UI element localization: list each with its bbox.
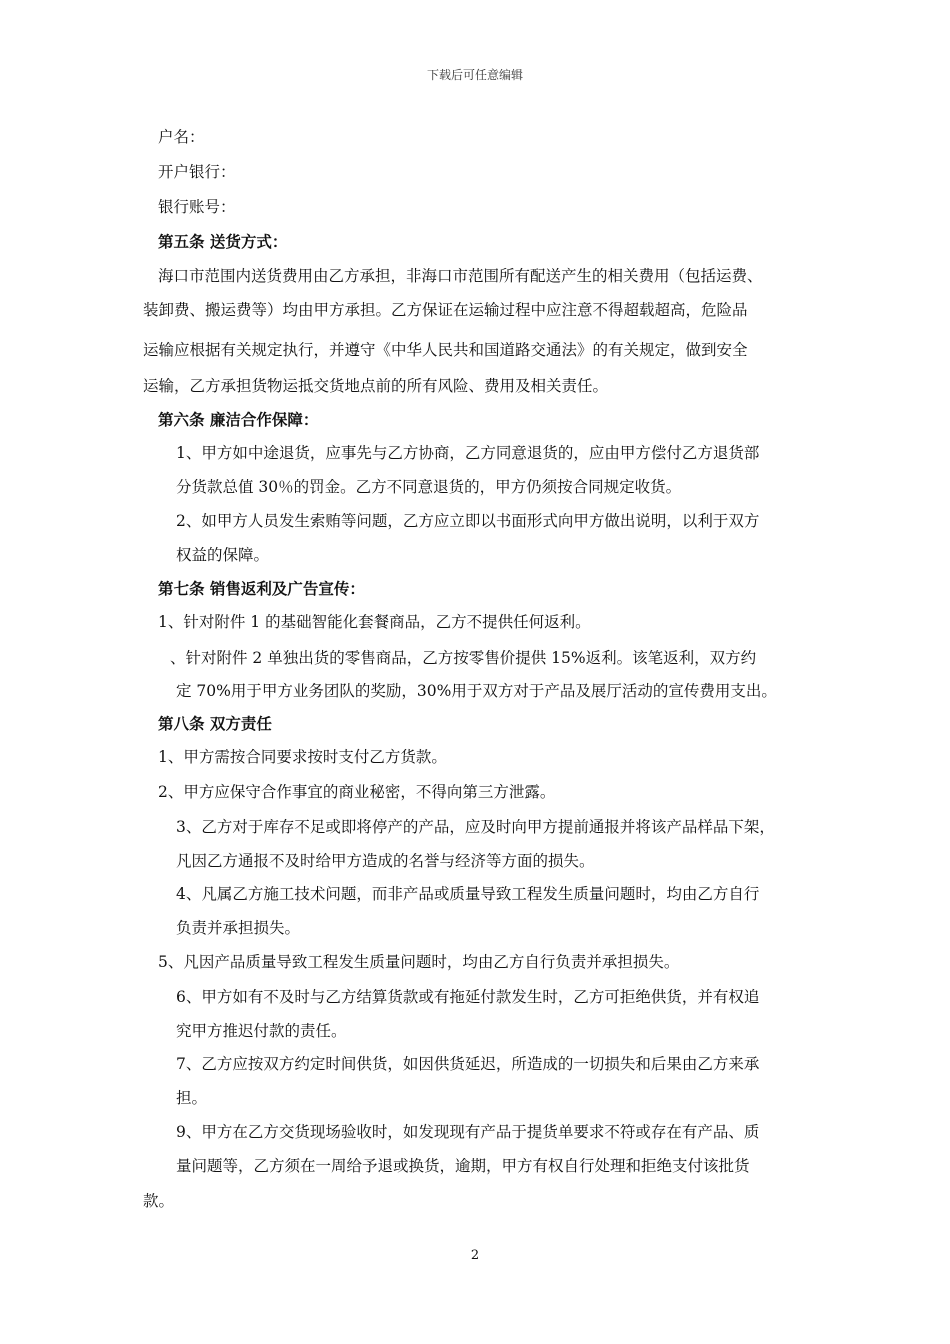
text-line: 3、乙方对于库存不足或即将停产的产品，应及时向甲方提前通报并将该产品样品下架， xyxy=(176,818,775,836)
text-line: 银行账号： xyxy=(158,198,236,216)
text-line: 6、甲方如有不及时与乙方结算货款或有拖延付款发生时，乙方可拒绝供货，并有权追 xyxy=(176,988,760,1006)
text-line: 4、凡属乙方施工技术问题，而非产品或质量导致工程发生质量问题时，均由乙方自行 xyxy=(176,885,760,903)
text-line: 开户银行： xyxy=(158,163,236,181)
text-line: 量问题等，乙方须在一周给予退或换货，逾期，甲方有权自行处理和拒绝支付该批货 xyxy=(176,1157,750,1175)
text-line: 担。 xyxy=(176,1089,208,1107)
text-line: 户名： xyxy=(158,128,205,146)
page-number: 2 xyxy=(470,1248,480,1263)
text-line: 1、甲方如中途退货，应事先与乙方协商，乙方同意退货的，应由甲方偿付乙方退货部 xyxy=(176,444,760,462)
text-line: 究甲方推迟付款的责任。 xyxy=(176,1022,347,1040)
section-heading: 第六条 廉洁合作保障： xyxy=(158,410,319,429)
text-line: 海口市范围内送货费用由乙方承担，非海口市范围所有配送产生的相关费用（包括运费、 xyxy=(158,267,763,285)
text-line: 装卸费、搬运费等）均由甲方承担。乙方保证在运输过程中应注意不得超载超高，危险品 xyxy=(143,301,748,319)
text-line: 1、甲方需按合同要求按时支付乙方货款。 xyxy=(158,748,447,766)
text-line: 9、甲方在乙方交货现场验收时，如发现现有产品于提货单要求不符或存在有产品、质 xyxy=(176,1123,760,1141)
text-line: 1、针对附件 1 的基础智能化套餐商品，乙方不提供任何返利。 xyxy=(158,613,591,631)
section-heading: 第七条 销售返利及广告宣传： xyxy=(158,579,365,598)
text-line: 权益的保障。 xyxy=(176,546,270,564)
text-line: 、针对附件 2 单独出货的零售商品，乙方按零售价提供 15%返利。该笔返利，双方约 xyxy=(170,649,757,667)
text-line: 2、如甲方人员发生索贿等问题，乙方应立即以书面形式向甲方做出说明，以利于双方 xyxy=(176,512,760,530)
text-line: 5、凡因产品质量导致工程发生质量问题时，均由乙方自行负责并承担损失。 xyxy=(158,953,680,971)
section-heading: 第五条 送货方式： xyxy=(158,232,288,251)
text-line: 分货款总值 30％的罚金。乙方不同意退货的，甲方仍须按合同规定收货。 xyxy=(176,478,682,496)
text-line: 款。 xyxy=(143,1192,175,1210)
page-header: 下载后可任意编辑 xyxy=(426,68,523,82)
text-line: 7、乙方应按双方约定时间供货，如因供货延迟，所造成的一切损失和后果由乙方来承 xyxy=(176,1055,760,1073)
text-line: 负责并承担损失。 xyxy=(176,919,301,937)
section-heading: 第八条 双方责任 xyxy=(158,714,272,733)
text-line: 定 70%用于甲方业务团队的奖励，30%用于双方对于产品及展厅活动的宣传费用支出。 xyxy=(176,682,777,700)
text-line: 2、甲方应保守合作事宜的商业秘密，不得向第三方泄露。 xyxy=(158,783,556,801)
text-line: 运输，乙方承担货物运抵交货地点前的所有风险、费用及相关责任。 xyxy=(143,377,609,395)
text-line: 运输应根据有关规定执行，并遵守《中华人民共和国道路交通法》的有关规定，做到安全 xyxy=(143,341,748,359)
text-line: 凡因乙方通报不及时给甲方造成的名誉与经济等方面的损失。 xyxy=(176,852,595,870)
